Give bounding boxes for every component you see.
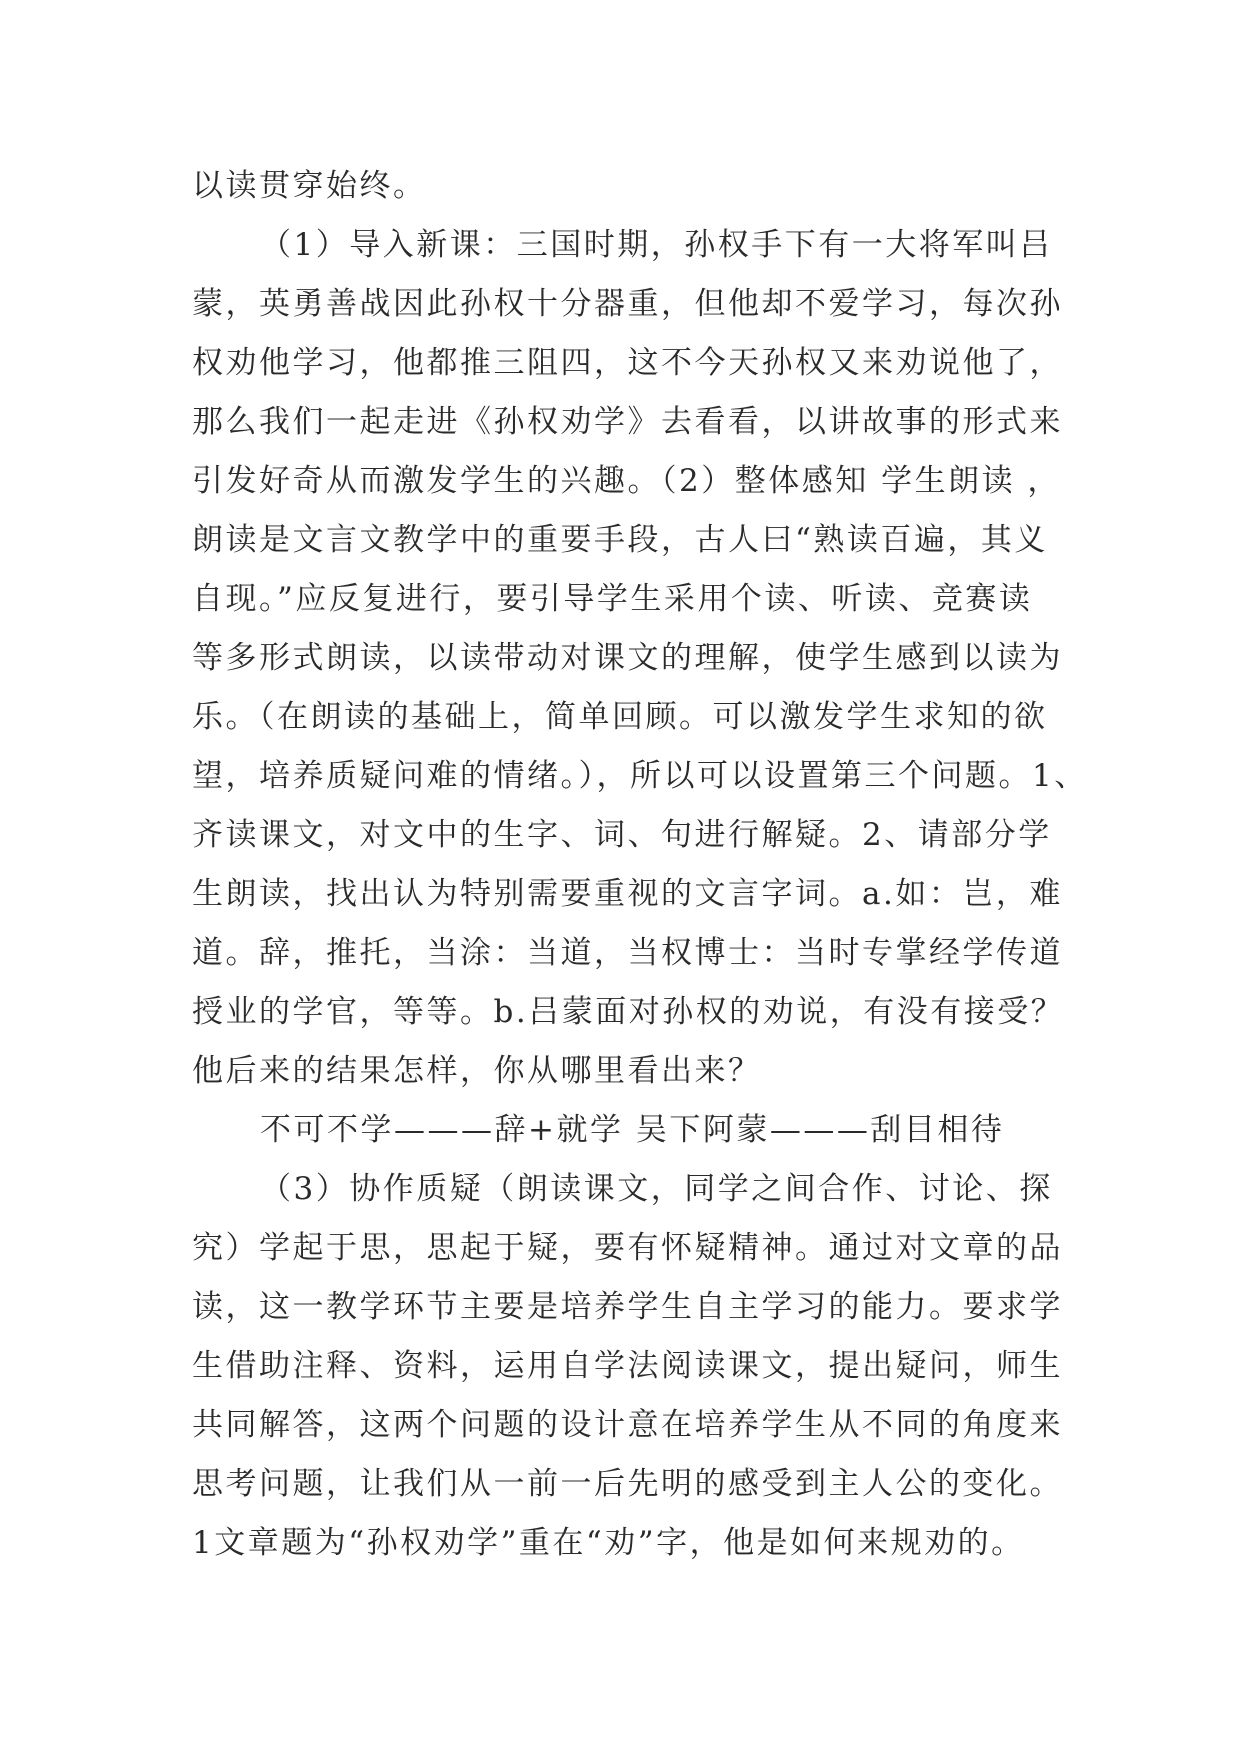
text-line: 乐。（在朗读的基础上，简单回顾。可以激发学生求知的欲 <box>192 699 1048 735</box>
text-line: 究）学起于思，思起于疑，要有怀疑精神。通过对文章的品 <box>192 1230 1063 1266</box>
text-line: 共同解答，这两个问题的设计意在培养学生从不同的角度来 <box>192 1407 1063 1443</box>
text-line: 授业的学官，等等。b.吕蒙面对孙权的劝说，有没有接受？ <box>192 994 1065 1030</box>
text-line: 以读贯穿始终。 <box>192 168 427 204</box>
text-line: （3）协作质疑（朗读课文，同学之间合作、讨论、探 <box>260 1171 1053 1207</box>
text-line: 读，这一教学环节主要是培养学生自主学习的能力。要求学 <box>192 1289 1063 1325</box>
text-line: 那么我们一起走进《孙权劝学》去看看，以讲故事的形式来 <box>192 404 1063 440</box>
text-line: 他后来的结果怎样，你从哪里看出来？ <box>192 1053 762 1089</box>
text-line: 1文章题为“孙权劝学”重在“劝”字，他是如何来规劝的。 <box>192 1525 1025 1561</box>
text-line: 望，培养质疑问难的情绪。），所以可以设置第三个问题。1、 <box>192 758 1088 794</box>
text-line: 道。辞，推托，当涂：当道，当权博士：当时专掌经学传道 <box>192 935 1063 971</box>
text-line: 等多形式朗读，以读带动对课文的理解，使学生感到以读为 <box>192 640 1063 676</box>
text-line: （1）导入新课：三国时期，孙权手下有一大将军叫吕 <box>260 227 1053 263</box>
text-line: 思考问题，让我们从一前一后先明的感受到主人公的变化。 <box>192 1466 1063 1502</box>
text-line: 生朗读，找出认为特别需要重视的文言字词。a.如：岂，难 <box>192 876 1063 912</box>
text-line: 朗读是文言文教学中的重要手段，古人曰“熟读百遍，其义 <box>192 522 1048 558</box>
text-line: 权劝他学习，他都推三阻四，这不今天孙权又来劝说他了， <box>192 345 1063 381</box>
text-line: 生借助注释、资料，运用自学法阅读课文，提出疑问，师生 <box>192 1348 1063 1384</box>
text-line: 自现。”应反复进行，要引导学生采用个读、听读、竞赛读 <box>192 581 1033 617</box>
text-line: 蒙，英勇善战因此孙权十分器重，但他却不爱学习，每次孙 <box>192 286 1063 322</box>
text-line: 引发好奇从而激发学生的兴趣。（2）整体感知 学生朗读 ， <box>192 463 1061 499</box>
text-line: 齐读课文，对文中的生字、词、句进行解疑。2、请部分学 <box>192 817 1052 853</box>
document-body <box>192 157 1088 1573</box>
text-line: 不可不学———辞+就学 吴下阿蒙———刮目相待 <box>260 1112 1005 1148</box>
